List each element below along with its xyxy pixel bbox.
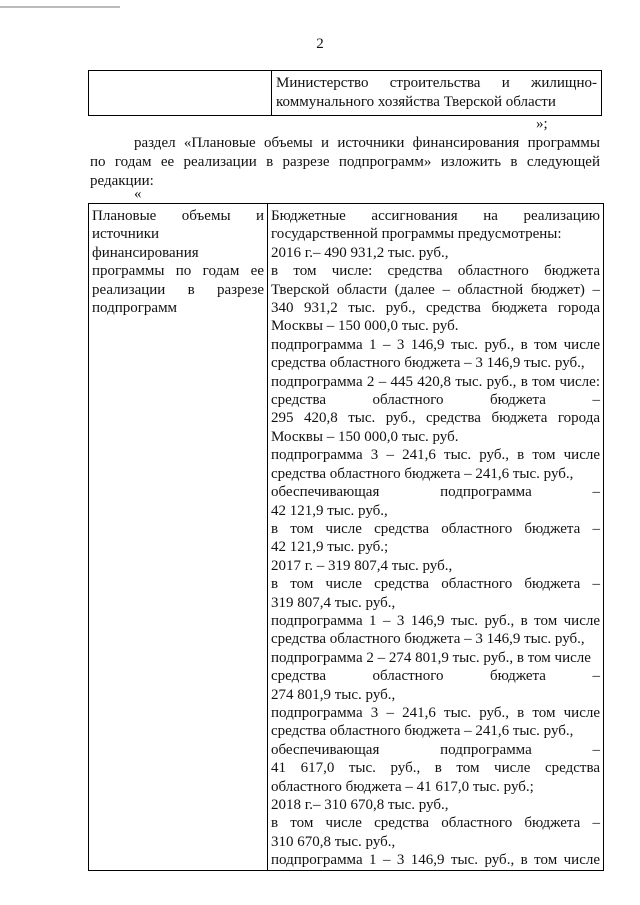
financing-content-cell bbox=[268, 204, 604, 871]
ministry-cell bbox=[272, 71, 602, 116]
content-line: в том числе: средства областного бюджета bbox=[271, 263, 600, 280]
opening-quote: « bbox=[134, 186, 142, 202]
content-line: 2018 г.– 310 670,8 тыс. руб., bbox=[271, 797, 449, 813]
content-line: государственной программы предусмотрены: bbox=[271, 226, 562, 243]
content-line: 42 121,9 тыс. руб.; bbox=[271, 539, 389, 556]
scan-edge-line bbox=[0, 6, 120, 8]
content-line: 2016 г.– 490 931,2 тыс. руб., bbox=[271, 244, 449, 261]
title-line: Плановые объемы и bbox=[92, 208, 264, 224]
title-line: источники bbox=[92, 226, 160, 243]
section-title-cell bbox=[89, 204, 268, 871]
content-line: Москвы – 150 000,0 тыс. руб. bbox=[271, 428, 459, 445]
content-line: в том числе средства областного бюджета – bbox=[271, 520, 600, 537]
content-line: подпрограмма 2 – 445 420,8 тыс. руб., в том числе: bbox=[271, 373, 600, 390]
closing-quote: »; bbox=[536, 116, 548, 132]
content-line: Москвы – 150 000,0 тыс. руб. bbox=[271, 318, 459, 335]
content-line: средства областного бюджета – bbox=[271, 668, 600, 685]
paragraph-line: редакции: bbox=[90, 173, 154, 189]
content-line: 42 121,9 тыс. руб., bbox=[271, 502, 388, 519]
content-line: средства областного бюджета – 241,6 тыс. руб., bbox=[271, 465, 574, 482]
content-line: обеспечивающая подпрограмма – bbox=[271, 484, 600, 501]
body-paragraph bbox=[90, 134, 600, 191]
table-row bbox=[89, 204, 604, 871]
content-line: Тверской области (далее – областной бюджет) – bbox=[271, 281, 600, 298]
content-line: 274 801,9 тыс. руб., bbox=[271, 686, 396, 703]
ministry-table bbox=[88, 70, 602, 116]
content-line: 41 617,0 тыс. руб., в том числе средства bbox=[271, 760, 600, 777]
table-row bbox=[89, 71, 602, 116]
paragraph-line: раздел «Плановые объемы и источники финансирования программы bbox=[134, 135, 600, 151]
paragraph-line: по годам ее реализации в разрезе подпрограмм» изложить в следующей bbox=[90, 154, 600, 170]
content-line: 2017 г. – 319 807,4 тыс. руб., bbox=[271, 557, 453, 574]
content-line: 319 807,4 тыс. руб., bbox=[271, 594, 396, 611]
content-line: областного бюджета – 41 617,0 тыс. руб.; bbox=[271, 778, 534, 795]
title-line: финансирования bbox=[92, 244, 199, 261]
content-line: 295 420,8 тыс. руб., средства бюджета города bbox=[271, 410, 600, 427]
content-line: средства областного бюджета – bbox=[271, 392, 600, 409]
content-line: подпрограмма 3 – 241,6 тыс. руб., в том числе bbox=[271, 704, 600, 721]
content-line: 340 931,2 тыс. руб., средства бюджета города bbox=[271, 300, 600, 317]
content-line: средства областного бюджета – 3 146,9 тыс. руб., bbox=[271, 355, 585, 372]
financing-table bbox=[88, 203, 604, 871]
ministry-line: Министерство строительства и жилищно- bbox=[276, 75, 597, 91]
content-line: подпрограмма 1 – 3 146,9 тыс. руб., в том числе bbox=[271, 852, 600, 869]
content-line: в том числе средства областного бюджета – bbox=[271, 815, 600, 832]
title-line: программы по годам ее bbox=[92, 263, 264, 280]
empty-cell bbox=[89, 71, 272, 116]
ministry-line: коммунального хозяйства Тверской области bbox=[276, 94, 556, 110]
content-line: средства областного бюджета – 3 146,9 тыс. руб., bbox=[271, 631, 585, 648]
content-line: подпрограмма 2 – 274 801,9 тыс. руб., в том числе bbox=[271, 649, 591, 666]
content-line: средства областного бюджета – 241,6 тыс. руб., bbox=[271, 723, 574, 740]
content-line: обеспечивающая подпрограмма – bbox=[271, 741, 600, 758]
content-line: подпрограмма 1 – 3 146,9 тыс. руб., в том числе bbox=[271, 336, 600, 353]
title-line: подпрограмм bbox=[92, 300, 178, 317]
content-line: 310 670,8 тыс. руб., bbox=[271, 833, 396, 850]
content-line: подпрограмма 3 – 241,6 тыс. руб., в том числе bbox=[271, 447, 600, 464]
page-number: 2 bbox=[316, 36, 324, 52]
content-line: Бюджетные ассигнования на реализацию bbox=[271, 208, 600, 224]
content-line: подпрограмма 1 – 3 146,9 тыс. руб., в том числе bbox=[271, 612, 600, 629]
content-line: в том числе средства областного бюджета – bbox=[271, 576, 600, 593]
title-line: реализации в разрезе bbox=[92, 281, 264, 298]
